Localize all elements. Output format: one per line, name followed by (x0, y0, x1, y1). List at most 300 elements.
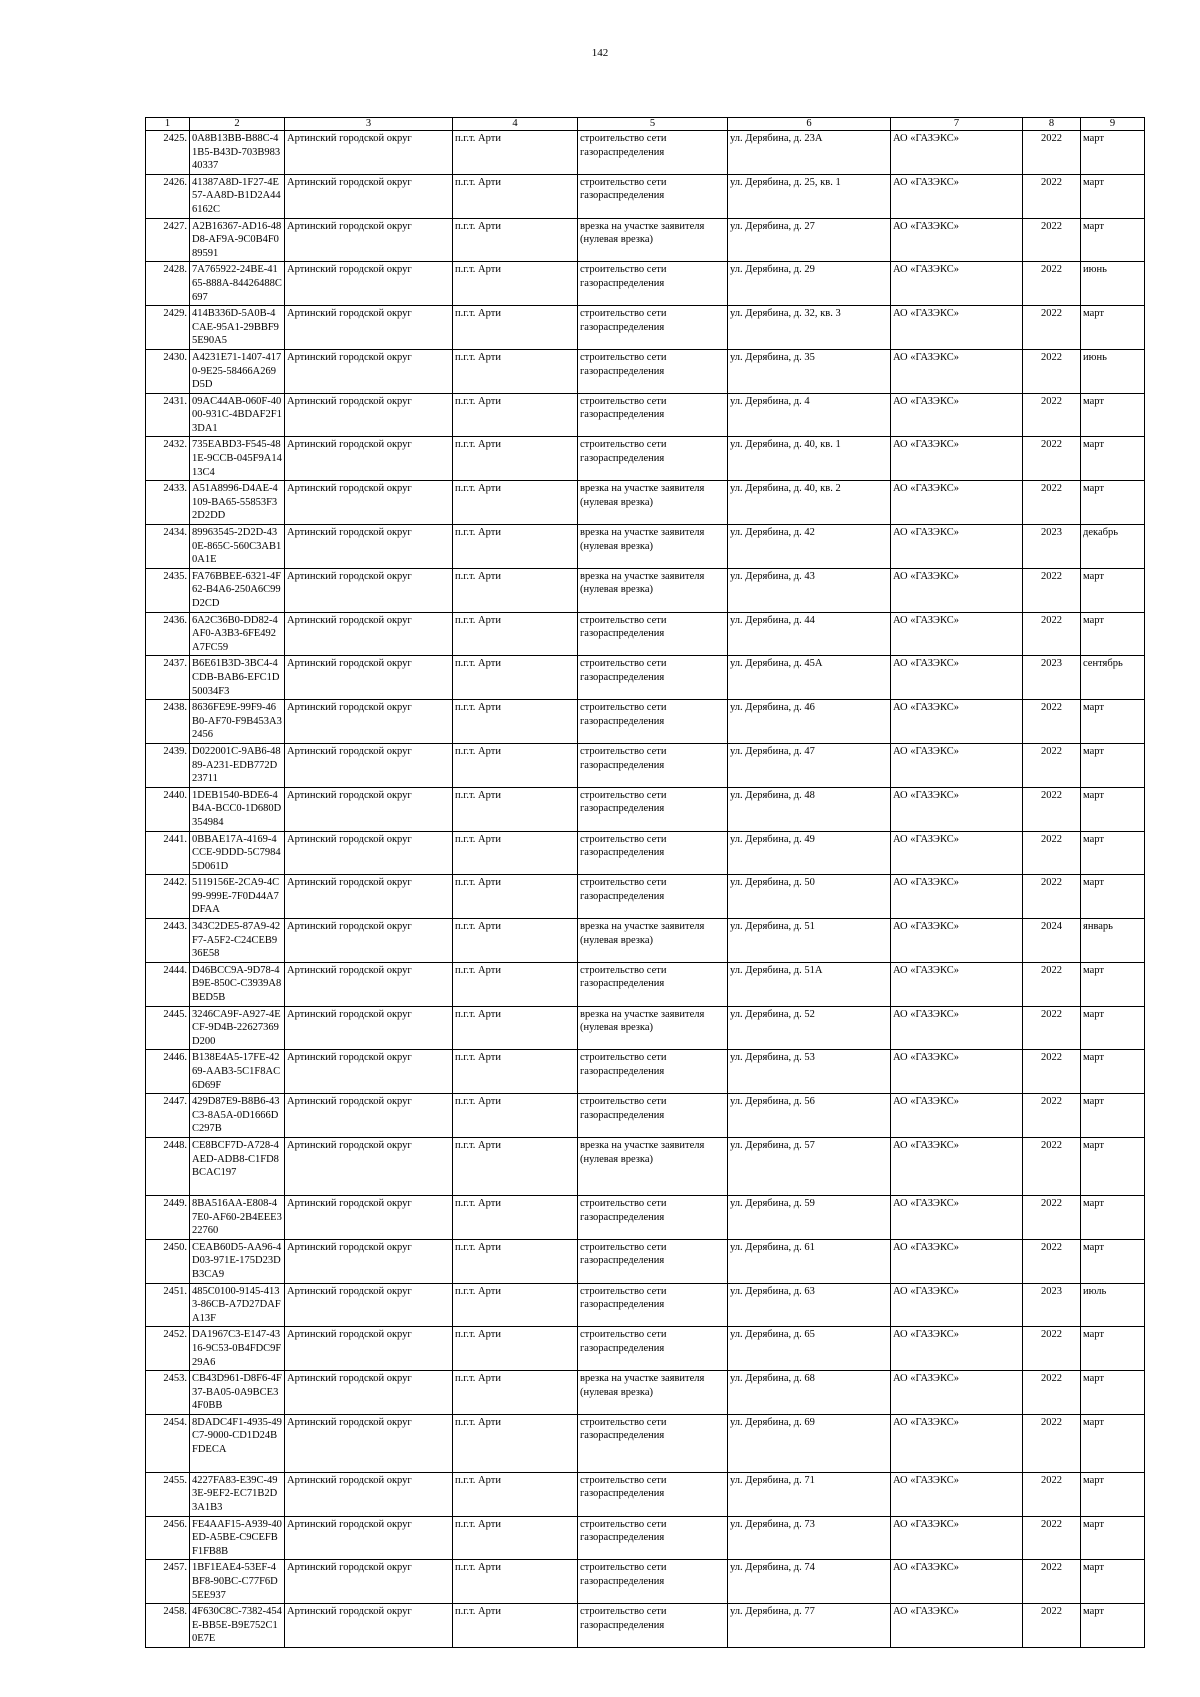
year-cell: 2022 (1023, 437, 1081, 481)
organization-cell: АО «ГАЗЭКС» (891, 1472, 1023, 1516)
address-cell: ул. Дерябина, д. 51А (728, 962, 891, 1006)
address-cell: ул. Дерябина, д. 40, кв. 1 (728, 437, 891, 481)
district-cell: Артинский городской округ (285, 962, 453, 1006)
year-cell: 2022 (1023, 393, 1081, 437)
work-type-cell: строительство сети газораспределения (578, 1195, 728, 1239)
month-cell: декабрь (1081, 525, 1145, 569)
district-cell: Артинский городской округ (285, 1283, 453, 1327)
row-number: 2428. (146, 262, 190, 306)
column-header: 6 (728, 118, 891, 131)
object-id: DA1967C3-E147-4316-9C53-0B4FDC9F29A6 (190, 1327, 285, 1371)
locality-cell: п.г.т. Арти (453, 1050, 578, 1094)
month-cell: март (1081, 481, 1145, 525)
column-header: 5 (578, 118, 728, 131)
row-number: 2448. (146, 1137, 190, 1195)
district-cell: Артинский городской округ (285, 1239, 453, 1283)
address-cell: ул. Дерябина, д. 61 (728, 1239, 891, 1283)
address-cell: ул. Дерябина, д. 25, кв. 1 (728, 174, 891, 218)
work-type-cell: врезка на участке заявителя (нулевая врезка) (578, 919, 728, 963)
locality-cell: п.г.т. Арти (453, 1472, 578, 1516)
table-row (146, 568, 1145, 612)
district-cell: Артинский городской округ (285, 481, 453, 525)
organization-cell: АО «ГАЗЭКС» (891, 700, 1023, 744)
year-cell: 2022 (1023, 262, 1081, 306)
object-id: 0A8B13BB-B88C-41B5-B43D-703B98340337 (190, 131, 285, 175)
organization-cell: АО «ГАЗЭКС» (891, 1050, 1023, 1094)
month-cell: март (1081, 568, 1145, 612)
district-cell: Артинский городской округ (285, 1516, 453, 1560)
district-cell: Артинский городской округ (285, 437, 453, 481)
table-row (146, 1195, 1145, 1239)
organization-cell: АО «ГАЗЭКС» (891, 131, 1023, 175)
month-cell: март (1081, 1006, 1145, 1050)
district-cell: Артинский городской округ (285, 568, 453, 612)
address-cell: ул. Дерябина, д. 68 (728, 1371, 891, 1415)
district-cell: Артинский городской округ (285, 174, 453, 218)
year-cell: 2022 (1023, 1371, 1081, 1415)
locality-cell: п.г.т. Арти (453, 831, 578, 875)
month-cell: март (1081, 1239, 1145, 1283)
table-row (146, 1006, 1145, 1050)
address-cell: ул. Дерябина, д. 73 (728, 1516, 891, 1560)
object-id: FA76BBEE-6321-4F62-B4A6-250A6C99D2CD (190, 568, 285, 612)
year-cell: 2022 (1023, 962, 1081, 1006)
object-id: 1DEB1540-BDE6-4B4A-BCC0-1D680D354984 (190, 787, 285, 831)
row-number: 2458. (146, 1604, 190, 1648)
district-cell: Артинский городской округ (285, 743, 453, 787)
district-cell: Артинский городской округ (285, 831, 453, 875)
object-id: CB43D961-D8F6-4F37-BA05-0A9BCE34F0BB (190, 1371, 285, 1415)
object-id: 8DADC4F1-4935-49C7-9000-CD1D24BFDECA (190, 1414, 285, 1472)
organization-cell: АО «ГАЗЭКС» (891, 218, 1023, 262)
organization-cell: АО «ГАЗЭКС» (891, 1195, 1023, 1239)
year-cell: 2022 (1023, 743, 1081, 787)
object-id: 6A2C36B0-DD82-4AF0-A3B3-6FE492A7FC59 (190, 612, 285, 656)
object-id: 09AC44AB-060F-4000-931C-4BDAF2F13DA1 (190, 393, 285, 437)
object-id: 0BBAE17A-4169-4CCE-9DDD-5C79845D061D (190, 831, 285, 875)
address-cell: ул. Дерябина, д. 56 (728, 1094, 891, 1138)
object-id: FE4AAF15-A939-40ED-A5BE-C9CEFBF1FB8B (190, 1516, 285, 1560)
table-row (146, 349, 1145, 393)
address-cell: ул. Дерябина, д. 48 (728, 787, 891, 831)
row-number: 2450. (146, 1239, 190, 1283)
district-cell: Артинский городской округ (285, 875, 453, 919)
month-cell: март (1081, 743, 1145, 787)
work-type-cell: строительство сети газораспределения (578, 262, 728, 306)
object-id: D46BCC9A-9D78-4B9E-850C-C3939A8BED5B (190, 962, 285, 1006)
locality-cell: п.г.т. Арти (453, 1371, 578, 1415)
work-type-cell: врезка на участке заявителя (нулевая врезка) (578, 568, 728, 612)
work-type-cell: строительство сети газораспределения (578, 962, 728, 1006)
year-cell: 2022 (1023, 1050, 1081, 1094)
locality-cell: п.г.т. Арти (453, 568, 578, 612)
district-cell: Артинский городской округ (285, 1604, 453, 1648)
object-id: CE8BCF7D-A728-4AED-ADB8-C1FD8BCAC197 (190, 1137, 285, 1195)
table-row (146, 700, 1145, 744)
organization-cell: АО «ГАЗЭКС» (891, 1414, 1023, 1472)
locality-cell: п.г.т. Арти (453, 262, 578, 306)
month-cell: март (1081, 1414, 1145, 1472)
column-header: 7 (891, 118, 1023, 131)
month-cell: июль (1081, 1283, 1145, 1327)
object-id: A51A8996-D4AE-4109-BA65-55853F32D2DD (190, 481, 285, 525)
locality-cell: п.г.т. Арти (453, 349, 578, 393)
address-cell: ул. Дерябина, д. 52 (728, 1006, 891, 1050)
work-type-cell: строительство сети газораспределения (578, 306, 728, 350)
month-cell: март (1081, 700, 1145, 744)
row-number: 2425. (146, 131, 190, 175)
district-cell: Артинский городской округ (285, 656, 453, 700)
year-cell: 2022 (1023, 612, 1081, 656)
work-type-cell: строительство сети газораспределения (578, 700, 728, 744)
district-cell: Артинский городской округ (285, 919, 453, 963)
month-cell: март (1081, 1604, 1145, 1648)
table-row (146, 393, 1145, 437)
object-id: 5119156E-2CA9-4C99-999E-7F0D44A7DFAA (190, 875, 285, 919)
object-id: 4227FA83-E39C-493E-9EF2-EC71B2D3A1B3 (190, 1472, 285, 1516)
row-number: 2449. (146, 1195, 190, 1239)
object-id: B6E61B3D-3BC4-4CDB-BAB6-EFC1D50034F3 (190, 656, 285, 700)
table-row (146, 743, 1145, 787)
year-cell: 2022 (1023, 1239, 1081, 1283)
table-row (146, 831, 1145, 875)
table-row (146, 306, 1145, 350)
district-cell: Артинский городской округ (285, 393, 453, 437)
locality-cell: п.г.т. Арти (453, 1604, 578, 1648)
organization-cell: АО «ГАЗЭКС» (891, 1137, 1023, 1195)
locality-cell: п.г.т. Арти (453, 1094, 578, 1138)
table-row (146, 1472, 1145, 1516)
object-id: CEAB60D5-AA96-4D03-971E-175D23DB3CA9 (190, 1239, 285, 1283)
object-id: 429D87E9-B8B6-43C3-8A5A-0D1666DC297B (190, 1094, 285, 1138)
month-cell: март (1081, 1327, 1145, 1371)
month-cell: март (1081, 131, 1145, 175)
object-id: 1BF1EAE4-53EF-4BF8-90BC-C77F6D5EE937 (190, 1560, 285, 1604)
address-cell: ул. Дерябина, д. 23А (728, 131, 891, 175)
object-id: 89963545-2D2D-430E-865C-560C3AB10A1E (190, 525, 285, 569)
row-number: 2432. (146, 437, 190, 481)
month-cell: март (1081, 1560, 1145, 1604)
row-number: 2447. (146, 1094, 190, 1138)
year-cell: 2022 (1023, 1414, 1081, 1472)
district-cell: Артинский городской округ (285, 1094, 453, 1138)
registry-table (145, 117, 1145, 1648)
object-id: D022001C-9AB6-4889-A231-EDB772D23711 (190, 743, 285, 787)
locality-cell: п.г.т. Арти (453, 1560, 578, 1604)
address-cell: ул. Дерябина, д. 50 (728, 875, 891, 919)
table-row (146, 656, 1145, 700)
row-number: 2439. (146, 743, 190, 787)
locality-cell: п.г.т. Арти (453, 1195, 578, 1239)
table-row (146, 1414, 1145, 1472)
object-id: 8BA516AA-E808-47E0-AF60-2B4EEE322760 (190, 1195, 285, 1239)
address-cell: ул. Дерябина, д. 63 (728, 1283, 891, 1327)
district-cell: Артинский городской округ (285, 306, 453, 350)
row-number: 2456. (146, 1516, 190, 1560)
organization-cell: АО «ГАЗЭКС» (891, 1006, 1023, 1050)
row-number: 2452. (146, 1327, 190, 1371)
column-header: 3 (285, 118, 453, 131)
year-cell: 2022 (1023, 1195, 1081, 1239)
address-cell: ул. Дерябина, д. 27 (728, 218, 891, 262)
year-cell: 2022 (1023, 174, 1081, 218)
table-row (146, 962, 1145, 1006)
locality-cell: п.г.т. Арти (453, 700, 578, 744)
table-row (146, 787, 1145, 831)
organization-cell: АО «ГАЗЭКС» (891, 481, 1023, 525)
year-cell: 2022 (1023, 700, 1081, 744)
district-cell: Артинский городской округ (285, 131, 453, 175)
organization-cell: АО «ГАЗЭКС» (891, 962, 1023, 1006)
organization-cell: АО «ГАЗЭКС» (891, 1094, 1023, 1138)
month-cell: март (1081, 437, 1145, 481)
year-cell: 2022 (1023, 1560, 1081, 1604)
year-cell: 2023 (1023, 1283, 1081, 1327)
row-number: 2451. (146, 1283, 190, 1327)
work-type-cell: строительство сети газораспределения (578, 1414, 728, 1472)
object-id: 414B336D-5A0B-4CAE-95A1-29BBF95E90A5 (190, 306, 285, 350)
address-cell: ул. Дерябина, д. 42 (728, 525, 891, 569)
locality-cell: п.г.т. Арти (453, 131, 578, 175)
year-cell: 2022 (1023, 1137, 1081, 1195)
row-number: 2435. (146, 568, 190, 612)
month-cell: март (1081, 218, 1145, 262)
table-row (146, 131, 1145, 175)
district-cell: Артинский городской округ (285, 787, 453, 831)
row-number: 2430. (146, 349, 190, 393)
month-cell: март (1081, 174, 1145, 218)
address-cell: ул. Дерябина, д. 32, кв. 3 (728, 306, 891, 350)
work-type-cell: строительство сети газораспределения (578, 743, 728, 787)
month-cell: март (1081, 962, 1145, 1006)
work-type-cell: строительство сети газораспределения (578, 612, 728, 656)
year-cell: 2023 (1023, 656, 1081, 700)
year-cell: 2022 (1023, 131, 1081, 175)
locality-cell: п.г.т. Арти (453, 393, 578, 437)
column-header: 2 (190, 118, 285, 131)
table-row (146, 875, 1145, 919)
work-type-cell: строительство сети газораспределения (578, 393, 728, 437)
row-number: 2429. (146, 306, 190, 350)
object-id: 7A765922-24BE-4165-888A-84426488C697 (190, 262, 285, 306)
organization-cell: АО «ГАЗЭКС» (891, 306, 1023, 350)
table-row (146, 1327, 1145, 1371)
district-cell: Артинский городской округ (285, 1137, 453, 1195)
month-cell: март (1081, 787, 1145, 831)
table-row (146, 1094, 1145, 1138)
row-number: 2443. (146, 919, 190, 963)
address-cell: ул. Дерябина, д. 74 (728, 1560, 891, 1604)
table-row (146, 262, 1145, 306)
organization-cell: АО «ГАЗЭКС» (891, 1283, 1023, 1327)
object-id: B138E4A5-17FE-4269-AAB3-5C1F8AC6D69F (190, 1050, 285, 1094)
address-cell: ул. Дерябина, д. 4 (728, 393, 891, 437)
month-cell: январь (1081, 919, 1145, 963)
organization-cell: АО «ГАЗЭКС» (891, 1371, 1023, 1415)
organization-cell: АО «ГАЗЭКС» (891, 1560, 1023, 1604)
row-number: 2438. (146, 700, 190, 744)
address-cell: ул. Дерябина, д. 57 (728, 1137, 891, 1195)
organization-cell: АО «ГАЗЭКС» (891, 525, 1023, 569)
row-number: 2433. (146, 481, 190, 525)
row-number: 2440. (146, 787, 190, 831)
organization-cell: АО «ГАЗЭКС» (891, 787, 1023, 831)
address-cell: ул. Дерябина, д. 51 (728, 919, 891, 963)
table-row (146, 218, 1145, 262)
month-cell: март (1081, 1516, 1145, 1560)
year-cell: 2022 (1023, 787, 1081, 831)
table-row (146, 1137, 1145, 1195)
work-type-cell: врезка на участке заявителя (нулевая врезка) (578, 1371, 728, 1415)
work-type-cell: строительство сети газораспределения (578, 1560, 728, 1604)
year-cell: 2022 (1023, 1604, 1081, 1648)
row-number: 2431. (146, 393, 190, 437)
year-cell: 2022 (1023, 1516, 1081, 1560)
table-row (146, 174, 1145, 218)
organization-cell: АО «ГАЗЭКС» (891, 919, 1023, 963)
work-type-cell: строительство сети газораспределения (578, 1050, 728, 1094)
month-cell: сентябрь (1081, 656, 1145, 700)
table-row (146, 1560, 1145, 1604)
locality-cell: п.г.т. Арти (453, 174, 578, 218)
district-cell: Артинский городской округ (285, 612, 453, 656)
year-cell: 2022 (1023, 1006, 1081, 1050)
district-cell: Артинский городской округ (285, 1560, 453, 1604)
object-id: 41387A8D-1F27-4E57-AA8D-B1D2A446162C (190, 174, 285, 218)
organization-cell: АО «ГАЗЭКС» (891, 1239, 1023, 1283)
organization-cell: АО «ГАЗЭКС» (891, 262, 1023, 306)
row-number: 2455. (146, 1472, 190, 1516)
locality-cell: п.г.т. Арти (453, 743, 578, 787)
locality-cell: п.г.т. Арти (453, 612, 578, 656)
page-number: 142 (591, 47, 609, 59)
month-cell: март (1081, 306, 1145, 350)
address-cell: ул. Дерябина, д. 69 (728, 1414, 891, 1472)
month-cell: март (1081, 1371, 1145, 1415)
year-cell: 2022 (1023, 1094, 1081, 1138)
locality-cell: п.г.т. Арти (453, 1006, 578, 1050)
work-type-cell: строительство сети газораспределения (578, 1604, 728, 1648)
address-cell: ул. Дерябина, д. 40, кв. 2 (728, 481, 891, 525)
organization-cell: АО «ГАЗЭКС» (891, 612, 1023, 656)
work-type-cell: врезка на участке заявителя (нулевая врезка) (578, 481, 728, 525)
row-number: 2457. (146, 1560, 190, 1604)
object-id: 3246CA9F-A927-4ECF-9D4B-22627369D200 (190, 1006, 285, 1050)
object-id: 4F630C8C-7382-454E-BB5E-B9E752C10E7E (190, 1604, 285, 1648)
year-cell: 2022 (1023, 349, 1081, 393)
year-cell: 2022 (1023, 1472, 1081, 1516)
row-number: 2427. (146, 218, 190, 262)
address-cell: ул. Дерябина, д. 59 (728, 1195, 891, 1239)
month-cell: март (1081, 1137, 1145, 1195)
column-header: 9 (1081, 118, 1145, 131)
address-cell: ул. Дерябина, д. 77 (728, 1604, 891, 1648)
table-row (146, 525, 1145, 569)
year-cell: 2022 (1023, 831, 1081, 875)
district-cell: Артинский городской округ (285, 1195, 453, 1239)
locality-cell: п.г.т. Арти (453, 875, 578, 919)
work-type-cell: строительство сети газораспределения (578, 1327, 728, 1371)
row-number: 2445. (146, 1006, 190, 1050)
work-type-cell: врезка на участке заявителя (нулевая врезка) (578, 525, 728, 569)
object-id: A4231E71-1407-4170-9E25-58466A269D5D (190, 349, 285, 393)
month-cell: март (1081, 1094, 1145, 1138)
locality-cell: п.г.т. Арти (453, 962, 578, 1006)
year-cell: 2022 (1023, 306, 1081, 350)
year-cell: 2022 (1023, 568, 1081, 612)
locality-cell: п.г.т. Арти (453, 306, 578, 350)
work-type-cell: строительство сети газораспределения (578, 131, 728, 175)
column-header: 1 (146, 118, 190, 131)
table-row (146, 919, 1145, 963)
organization-cell: АО «ГАЗЭКС» (891, 1327, 1023, 1371)
work-type-cell: строительство сети газораспределения (578, 1094, 728, 1138)
locality-cell: п.г.т. Арти (453, 1516, 578, 1560)
organization-cell: АО «ГАЗЭКС» (891, 656, 1023, 700)
table-row (146, 1604, 1145, 1648)
month-cell: март (1081, 875, 1145, 919)
district-cell: Артинский городской округ (285, 1472, 453, 1516)
locality-cell: п.г.т. Арти (453, 1137, 578, 1195)
work-type-cell: строительство сети газораспределения (578, 1516, 728, 1560)
locality-cell: п.г.т. Арти (453, 1414, 578, 1472)
locality-cell: п.г.т. Арти (453, 1283, 578, 1327)
table-row (146, 1283, 1145, 1327)
object-id: 735EABD3-F545-481E-9CCB-045F9A1413C4 (190, 437, 285, 481)
month-cell: март (1081, 1472, 1145, 1516)
row-number: 2437. (146, 656, 190, 700)
address-cell: ул. Дерябина, д. 47 (728, 743, 891, 787)
organization-cell: АО «ГАЗЭКС» (891, 174, 1023, 218)
district-cell: Артинский городской округ (285, 218, 453, 262)
work-type-cell: врезка на участке заявителя (нулевая врезка) (578, 1137, 728, 1195)
address-cell: ул. Дерябина, д. 45А (728, 656, 891, 700)
year-cell: 2022 (1023, 875, 1081, 919)
work-type-cell: строительство сети газораспределения (578, 174, 728, 218)
work-type-cell: строительство сети газораспределения (578, 831, 728, 875)
organization-cell: АО «ГАЗЭКС» (891, 875, 1023, 919)
organization-cell: АО «ГАЗЭКС» (891, 568, 1023, 612)
locality-cell: п.г.т. Арти (453, 1327, 578, 1371)
address-cell: ул. Дерябина, д. 35 (728, 349, 891, 393)
address-cell: ул. Дерябина, д. 46 (728, 700, 891, 744)
district-cell: Артинский городской округ (285, 1371, 453, 1415)
work-type-cell: строительство сети газораспределения (578, 1283, 728, 1327)
header-row (146, 118, 1145, 131)
district-cell: Артинский городской округ (285, 700, 453, 744)
locality-cell: п.г.т. Арти (453, 525, 578, 569)
row-number: 2436. (146, 612, 190, 656)
locality-cell: п.г.т. Арти (453, 656, 578, 700)
organization-cell: АО «ГАЗЭКС» (891, 1604, 1023, 1648)
table-row (146, 1371, 1145, 1415)
district-cell: Артинский городской округ (285, 1050, 453, 1094)
table-row (146, 612, 1145, 656)
organization-cell: АО «ГАЗЭКС» (891, 831, 1023, 875)
work-type-cell: строительство сети газораспределения (578, 437, 728, 481)
table-row (146, 1050, 1145, 1094)
month-cell: март (1081, 831, 1145, 875)
row-number: 2444. (146, 962, 190, 1006)
district-cell: Артинский городской округ (285, 1327, 453, 1371)
year-cell: 2024 (1023, 919, 1081, 963)
work-type-cell: строительство сети газораспределения (578, 349, 728, 393)
year-cell: 2023 (1023, 525, 1081, 569)
object-id: A2B16367-AD16-48D8-AF9A-9C0B4F089591 (190, 218, 285, 262)
locality-cell: п.г.т. Арти (453, 437, 578, 481)
row-number: 2442. (146, 875, 190, 919)
district-cell: Артинский городской округ (285, 1006, 453, 1050)
